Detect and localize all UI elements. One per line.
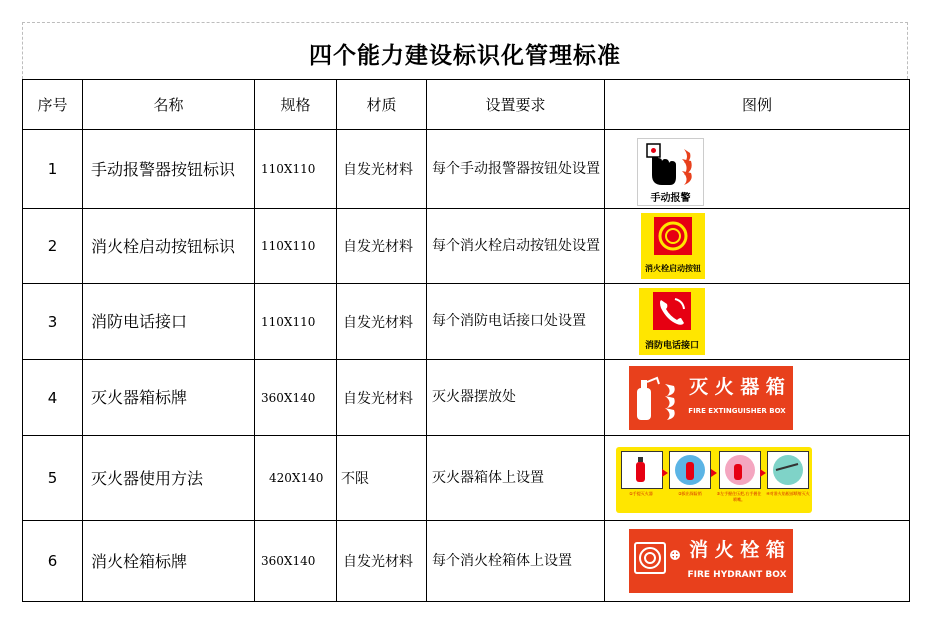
row-figure	[605, 436, 910, 521]
row-spec: 360X140	[255, 521, 337, 602]
row-requirement: 灭火器箱体上设置	[427, 436, 605, 521]
header-material: 材质	[337, 80, 427, 130]
row-material: 自发光材料	[337, 130, 427, 209]
hydrant-box-sign	[629, 529, 793, 593]
row-figure	[605, 521, 910, 602]
row-spec: 360X140	[255, 360, 337, 436]
header-figure: 图例	[605, 80, 910, 130]
header-row	[23, 80, 910, 130]
fire-phone-label: 消防电话接口	[644, 341, 699, 351]
row-name: 消防电话接口	[83, 284, 255, 360]
fire-phone-sign	[639, 288, 705, 355]
row-requirement: 每个消防电话接口处设置	[427, 284, 605, 360]
hydrant-button-icon	[641, 213, 705, 263]
table-row	[23, 521, 910, 602]
row-number: 1	[23, 130, 83, 209]
header-spec: 规格	[255, 80, 337, 130]
extinguisher-box-subtitle: FIRE EXTINGUISHER BOX	[688, 407, 786, 415]
row-name: 灭火器箱标牌	[83, 360, 255, 436]
hydrant-button-label: 消火栓启动按钮	[645, 264, 701, 273]
manual-alarm-sign	[637, 138, 704, 206]
page-title: 四个能力建设标识化管理标准	[309, 43, 621, 69]
row-figure	[605, 209, 910, 284]
row-number: 3	[23, 284, 83, 360]
hose-reel-icon	[629, 529, 685, 593]
title-box	[22, 22, 908, 79]
row-material: 不限	[337, 436, 427, 521]
row-spec: 110X110	[255, 284, 337, 360]
row-material: 自发光材料	[337, 209, 427, 284]
table-row	[23, 130, 910, 209]
table-row	[23, 436, 910, 521]
extinguisher-box-sign	[629, 366, 793, 430]
row-number: 5	[23, 436, 83, 521]
row-figure	[605, 284, 910, 360]
table-row	[23, 360, 910, 436]
hydrant-box-subtitle: FIRE HYDRANT BOX	[687, 570, 787, 580]
row-name: 消火栓启动按钮标识	[83, 209, 255, 284]
step-arrows	[616, 451, 812, 491]
extinguisher-usage-sign	[616, 447, 812, 513]
row-number: 6	[23, 521, 83, 602]
hydrant-button-sign	[641, 213, 705, 279]
header-name: 名称	[83, 80, 255, 130]
manual-alarm-label: 手动报警	[650, 193, 691, 204]
telephone-icon	[639, 288, 705, 338]
usage-step-1-label: ①手提灭火器	[629, 491, 653, 496]
row-name: 消火栓箱标牌	[83, 521, 255, 602]
extinguisher-icon	[629, 366, 685, 430]
row-figure	[605, 130, 910, 209]
row-material: 自发光材料	[337, 284, 427, 360]
row-spec: 110X110	[255, 209, 337, 284]
hydrant-box-title: 消 火 栓 箱	[689, 539, 785, 561]
row-requirement: 每个消火栓箱体上设置	[427, 521, 605, 602]
table-row	[23, 284, 910, 360]
table-row	[23, 209, 910, 284]
row-name: 手动报警器按钮标识	[83, 130, 255, 209]
row-requirement: 每个消火栓启动按钮处设置	[427, 209, 605, 284]
extinguisher-box-title: 灭 火 器 箱	[689, 376, 785, 398]
row-spec: 420X140	[255, 436, 337, 521]
usage-step-3-label: ③左手握住压把,右手握住喷嘴。	[716, 491, 762, 502]
row-material: 自发光材料	[337, 521, 427, 602]
row-number: 2	[23, 209, 83, 284]
header-requirement: 设置要求	[427, 80, 605, 130]
row-material: 自发光材料	[337, 360, 427, 436]
row-requirement: 每个手动报警器按钮处设置	[427, 130, 605, 209]
row-figure	[605, 360, 910, 436]
row-requirement: 灭火器摆放处	[427, 360, 605, 436]
usage-step-2-label: ②拔出保险销	[678, 491, 702, 496]
usage-step-4-label: ④对准火焰根部喷射灭火	[766, 491, 810, 496]
header-no: 序号	[23, 80, 83, 130]
standards-table	[22, 79, 910, 602]
hand-press-icon	[638, 139, 703, 189]
row-name: 灭火器使用方法	[83, 436, 255, 521]
row-number: 4	[23, 360, 83, 436]
row-spec: 110X110	[255, 130, 337, 209]
